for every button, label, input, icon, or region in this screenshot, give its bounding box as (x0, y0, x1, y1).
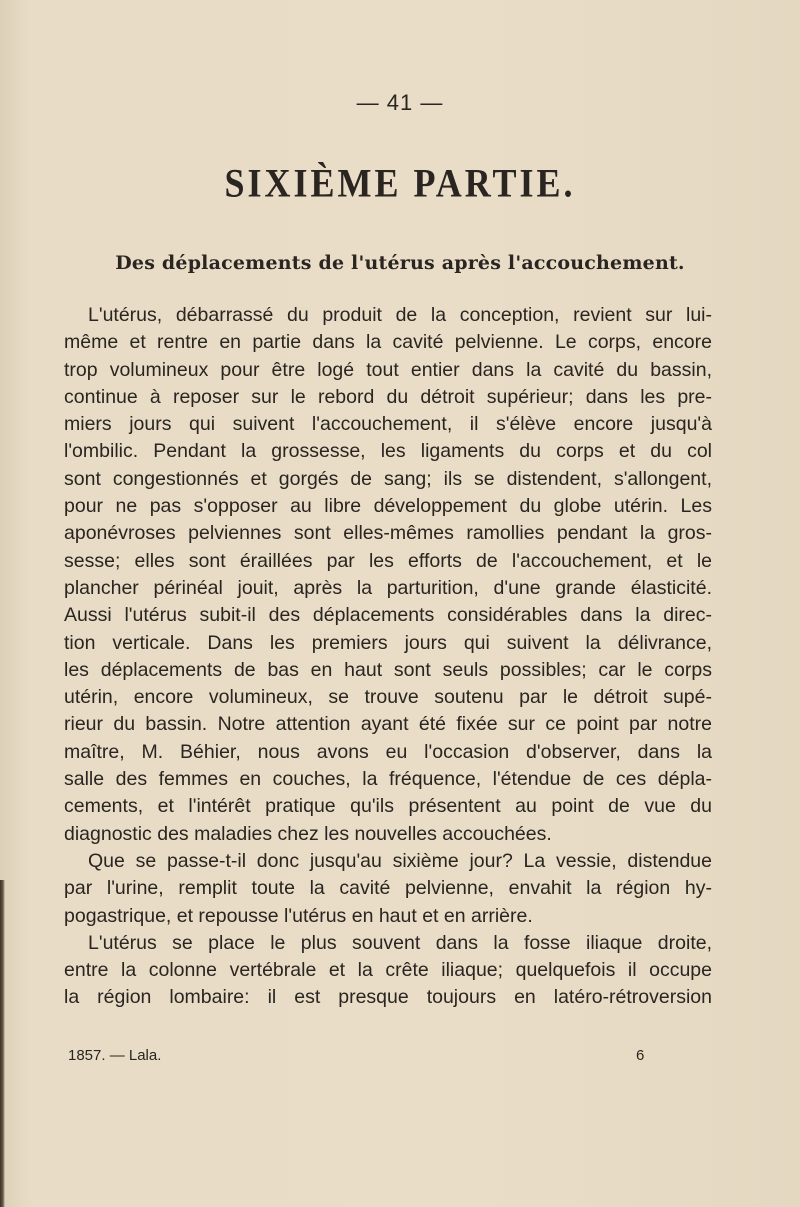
text-line: Aussi l'utérus subit-il des déplacements considérables dans la direc- (64, 604, 712, 627)
text-line: pogastrique, et repousse l'utérus en haut et en arrière. (64, 904, 533, 927)
section-subtitle: Des déplacements de l'utérus après l'accouchement. (115, 252, 685, 274)
page-number: — 41 — (356, 90, 444, 115)
text-line: Que se passe-t-il donc jusqu'au sixième jour? La vessie, distendue (88, 849, 712, 872)
text-line: trop volumineux pour être logé tout entier dans la cavité du bassin, (64, 358, 712, 381)
text-line: pour ne pas s'opposer au libre développement du globe utérin. Les (64, 495, 712, 518)
body-text (64, 302, 712, 1012)
part-title: SIXIÈME PARTIE. (224, 160, 576, 206)
text-line: salle des femmes en couches, la fréquence, l'étendue de ces dépla- (64, 768, 712, 791)
text-line: maître, M. Béhier, nous avons eu l'occasion d'observer, dans la (64, 740, 712, 763)
text-line: miers jours qui suivent l'accouchement, il s'élève encore jusqu'à (64, 413, 712, 436)
text-line: tion verticale. Dans les premiers jours qui suivent la délivrance, (64, 631, 712, 654)
text-line: sont congestionnés et gorgés de sang; ils se distendent, s'allongent, (64, 467, 712, 490)
footer-note: 1857. — Lala. (68, 1047, 162, 1064)
text-line: rieur du bassin. Notre attention ayant été fixée sur ce point par notre (64, 713, 712, 736)
text-line: continue à reposer sur le rebord du détroit supérieur; dans les pre- (64, 385, 712, 408)
text-line: utérin, encore volumineux, se trouve soutenu par le détroit supé- (64, 686, 712, 709)
text-line: aponévroses pelviennes sont elles-mêmes ramollies pendant la gros- (64, 522, 712, 545)
text-line: par l'urine, remplit toute la cavité pelvienne, envahit la région hy- (64, 877, 712, 900)
text-line: même et rentre en partie dans la cavité pelvienne. Le corps, encore (64, 331, 712, 354)
text-line: l'ombilic. Pendant la grossesse, les ligaments du corps et du col (64, 440, 712, 463)
book-spine-shadow (0, 880, 5, 1207)
text-line: diagnostic des maladies chez les nouvelles accouchées. (64, 822, 552, 845)
text-line: plancher périnéal jouit, après la parturition, d'une grande élasticité. (64, 576, 712, 599)
text-line: les déplacements de bas en haut sont seuls possibles; car le corps (64, 658, 712, 681)
text-line: L'utérus, débarrassé du produit de la conception, revient sur lui- (88, 304, 712, 326)
text-line: L'utérus se place le plus souvent dans la fosse iliaque droite, (88, 931, 712, 954)
text-line: cements, et l'intérêt pratique qu'ils présentent au point de vue du (64, 795, 712, 818)
signature-mark: 6 (636, 1047, 645, 1064)
text-line: la région lombaire: il est presque toujours en latéro-rétroversion (64, 986, 712, 1009)
text-line: entre la colonne vertébrale et la crête iliaque; quelquefois il occupe (64, 959, 712, 982)
text-line: sesse; elles sont éraillées par les efforts de l'accouchement, et le (64, 549, 712, 572)
